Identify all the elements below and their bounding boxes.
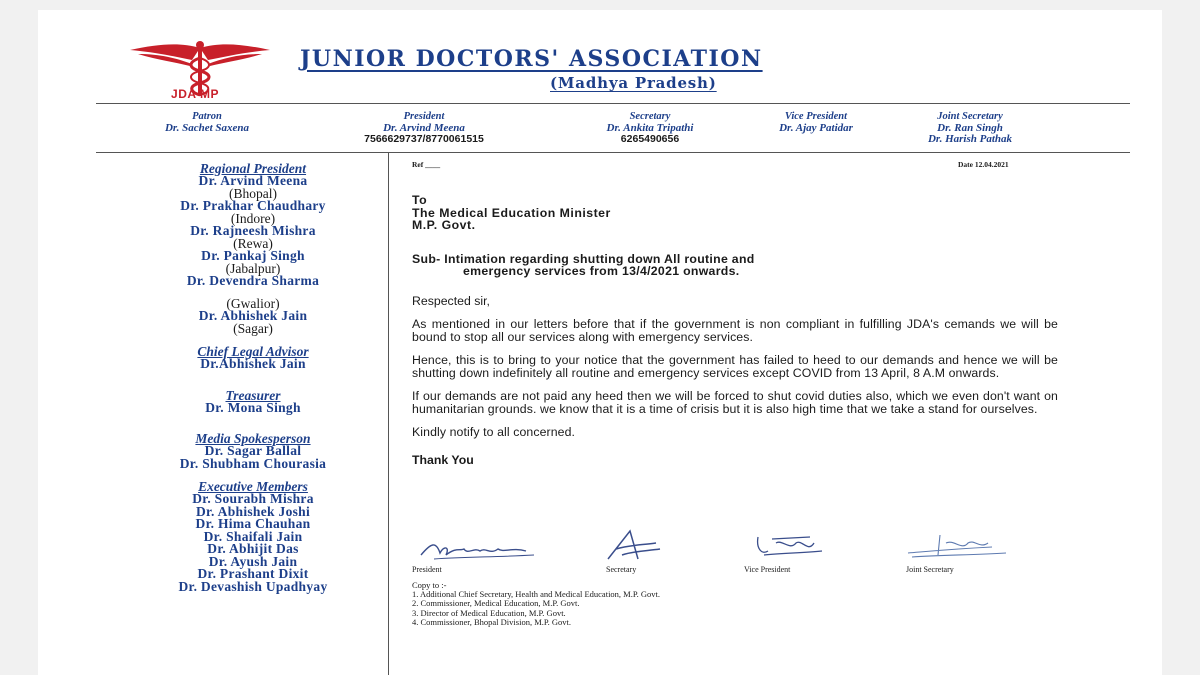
regional-heading: Regional President xyxy=(199,161,307,176)
letter-date: Date 12.04.2021 xyxy=(958,160,1009,169)
officer-name: Dr. Harish Pathak xyxy=(927,133,1013,145)
officer-name: Dr. Ran Singh xyxy=(937,121,1003,134)
column-divider xyxy=(388,152,389,675)
regional-city: (Indore) xyxy=(230,210,276,226)
regional-name: Dr. Devendra Sharma xyxy=(186,273,320,288)
officer-phone: 6265490656 xyxy=(620,133,680,145)
officer-vice-president xyxy=(779,111,853,134)
letter-body xyxy=(412,194,1058,466)
subject-line: Sub- Intimation regarding shutting down All routine and xyxy=(412,251,755,266)
regional-name: Dr. Rajneesh Mishra xyxy=(190,223,316,238)
copy-item: 1. Additional Chief Secretary, Health and Medical Education, M.P. Govt. xyxy=(412,589,661,600)
exec-name: Dr. Ayush Jain xyxy=(208,553,298,569)
signature-label: Secretary xyxy=(606,565,637,574)
media-name: Dr. Shubham Chourasia xyxy=(179,455,327,471)
paragraph: Hence, this is to bring to your notice that the government has failed to heed to our demands and hence we will be shutting down indefinitely all routine and emergency services except COVID from 13 April, 8 A.M onwards. xyxy=(412,353,1058,380)
exec-name: Dr. Prashant Dixit xyxy=(197,566,309,581)
paragraph: Kindly notify to all concerned. xyxy=(412,425,576,439)
signature-label: Vice President xyxy=(744,565,791,574)
copy-item: 4. Commissioner, Bhopal Division, M.P. Govt. xyxy=(412,616,572,627)
secretary-signature-icon xyxy=(598,525,668,567)
officers-divider xyxy=(96,152,1130,153)
regional-city: (Sagar) xyxy=(233,320,273,336)
regional-name: Dr. Arvind Meena xyxy=(198,173,308,188)
closing: Thank You xyxy=(412,452,474,467)
copy-item: 3. Director of Medical Education, M.P. Govt. xyxy=(412,607,566,618)
organization-title: JUNIOR DOCTORS' ASSOCIATION xyxy=(300,46,763,72)
regional-name: Dr. Abhishek Jain xyxy=(198,308,308,323)
regional-city: (Gwalior) xyxy=(226,295,280,311)
officer-name: Dr. Arvind Meena xyxy=(383,121,465,134)
subject-line: emergency services from 13/4/2021 onwards. xyxy=(463,264,740,278)
officer-role: Joint Secretary xyxy=(937,111,1003,122)
legal-heading: Chief Legal Advisor xyxy=(197,344,309,359)
copy-heading: Copy to :- xyxy=(412,580,447,590)
officer-patron xyxy=(165,111,249,134)
regional-city: (Bhopal) xyxy=(229,185,277,201)
exec-name: Dr. Abhishek Joshi xyxy=(195,503,311,519)
joint-secretary-signature-icon xyxy=(902,525,1012,567)
subject xyxy=(412,253,1058,278)
letterhead-document xyxy=(38,10,1162,675)
officer-joint-secretary xyxy=(928,111,1012,146)
recipient-line: To xyxy=(412,193,428,207)
media-name: Dr. Sagar Ballal xyxy=(204,443,302,458)
legal-name: Dr.Abhishek Jain xyxy=(200,356,306,371)
signature-label: Joint Secretary xyxy=(906,565,954,574)
officer-phone: 7566629737/8770061515 xyxy=(364,133,484,145)
vice-president-signature-icon xyxy=(752,525,832,567)
officer-president xyxy=(364,111,484,146)
exec-name: Dr. Sourabh Mishra xyxy=(192,491,314,506)
officer-role: Vice President xyxy=(784,111,848,122)
exec-name: Dr. Devashish Upadhyay xyxy=(178,578,328,594)
media-heading: Media Spokesperson xyxy=(195,431,311,446)
organization-region: (Madhya Pradesh) xyxy=(550,74,717,92)
regional-city: (Jabalpur) xyxy=(225,260,281,276)
salutation: Respected sir, xyxy=(412,293,490,308)
logo-text: JDA MP xyxy=(171,87,219,101)
exec-heading: Executive Members xyxy=(198,479,308,494)
copy-to-list xyxy=(412,581,660,627)
paragraph: If our demands are not paid any heed then we will be forced to shut covid duties also, which we even don't want on humanitarian grounds. we know that it is a time of crisis but it is also high time that we take a stand for ourselves. xyxy=(412,389,1058,416)
reference-number: Ref ____ xyxy=(412,160,441,169)
recipient-line: The Medical Education Minister xyxy=(412,205,611,220)
exec-name: Dr. Shaifali Jain xyxy=(203,528,303,544)
exec-name: Dr. Hima Chauhan xyxy=(195,516,311,531)
signature-label: President xyxy=(412,565,442,574)
exec-name: Dr. Abhijit Das xyxy=(207,541,299,556)
regional-name: Dr. Prakhar Chaudhary xyxy=(180,198,326,213)
recipient-line: M.P. Govt. xyxy=(412,218,476,232)
officer-name: Dr. Ankita Tripathi xyxy=(606,121,694,134)
officer-secretary xyxy=(607,111,694,146)
copy-item: 2. Commissioner, Medical Education, M.P. Govt. xyxy=(412,598,580,609)
president-signature-icon xyxy=(416,525,541,565)
officer-name: Dr. Ajay Patidar xyxy=(779,121,853,134)
officer-role: Patron xyxy=(192,111,222,122)
treasurer-heading: Treasurer xyxy=(225,387,281,403)
officer-name: Dr. Sachet Saxena xyxy=(164,121,250,134)
regional-city: (Rewa) xyxy=(233,235,273,251)
sidebar-members xyxy=(128,162,378,593)
officer-role: Secretary xyxy=(629,111,671,122)
treasurer-name: Dr. Mona Singh xyxy=(205,399,301,415)
officer-role: President xyxy=(403,111,445,122)
regional-name: Dr. Pankaj Singh xyxy=(201,248,305,263)
paragraph: As mentioned in our letters before that if the government is non compliant in fulfilling JDA's cemands we will be bound to stop all our services along with emergency services. xyxy=(412,317,1058,344)
header-divider xyxy=(96,103,1130,104)
